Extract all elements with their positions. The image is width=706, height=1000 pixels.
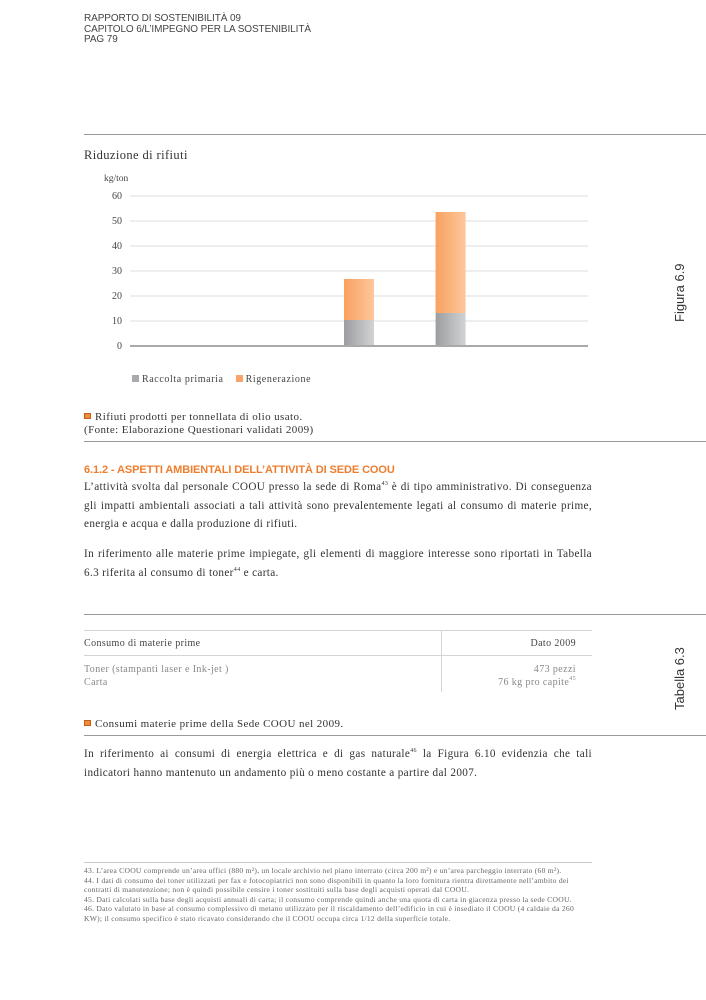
y-tick-label: 0	[117, 341, 122, 352]
report-title: RAPPORTO DI SOSTENIBILITÀ 09	[84, 13, 241, 24]
bar-raccolta-primaria	[436, 313, 466, 346]
footnote-44: 44. I dati di consumo dei toner utilizzati per fax e fotocopiatrici non sono disponibili in quanto la loro fornitura rientra direttamente nell’ambito dei contratti di manutenzione; non è quindi possibile censire i toner sostituiti sulla base degli acquisti operati dal COOU.	[84, 875, 569, 894]
legend-item-raccolta-primaria: Raccolta primaria	[132, 374, 224, 385]
divider	[84, 441, 706, 442]
bar-rigenerazione	[344, 279, 374, 320]
paragraph-1: L’attività svolta dal personale COOU presso la sede di Roma$^{43}$ è di tipo amministrativo. Di conseguenza gli impatti ambientali associati a tali attività sono prevalentemente legati al consumo di materie prime, energia e acqua e dalla produzione di rifiuti.	[84, 481, 592, 530]
orange-square-bullet-icon	[84, 720, 91, 726]
y-tick-label: 30	[112, 266, 122, 277]
figure-title: Riduzione di rifiuti	[84, 148, 188, 162]
table-label: Tabella 6.3	[672, 647, 687, 710]
y-tick-label: 60	[112, 191, 122, 202]
page-number: PAG 79	[84, 34, 118, 45]
stacked-bar-chart	[84, 180, 604, 355]
footnote-46: 46. Dato valutato in base al consumo complessivo di metano utilizzato per il riscaldamento dell’edificio in cui è insediato il COOU (4 caldaie da 260 KW); il consumo specifico è stato ricavato considerando che il COOU occupa circa 1/12 della superficie totale.	[84, 904, 575, 923]
y-tick-label: 20	[112, 291, 122, 302]
footnote-divider	[84, 862, 592, 863]
divider	[84, 735, 706, 736]
footnote-43: 43. L’area COOU comprende un’area uffici (880 m²), un locale archivio nel piano interrato (circa 200 m²) e un’area parcheggio interrato (60 m²).	[84, 866, 562, 875]
paragraph-3: In riferimento ai consumi di energia elettrica e di gas naturale$^{46}$ la Figura 6.10 evidenzia che tali indicatori hanno mantenuto un andamento più o meno costante a partire dal 2007.	[84, 748, 592, 779]
table-caption: Consumi materie prime della Sede COOU nel 2009.	[84, 718, 344, 731]
y-axis-label: kg/ton	[104, 174, 129, 184]
table-row-value: 76 kg pro capite$^{45}$	[498, 676, 576, 688]
table-row-value: 473 pezzi	[533, 664, 576, 675]
page-header	[84, 14, 311, 46]
figure-label: Figura 6.9	[672, 263, 687, 322]
orange-square-bullet-icon	[84, 413, 91, 419]
bar-rigenerazione	[436, 212, 466, 313]
figure-caption: Rifiuti prodotti per tonnellata di olio usato. (Fonte: Elaborazione Questionari validati 2009)	[84, 411, 314, 436]
divider	[84, 134, 706, 135]
table-header-value: Dato 2009	[530, 638, 576, 649]
bar-raccolta-primaria	[344, 320, 374, 346]
legend-item-rigenerazione: Rigenerazione	[236, 374, 312, 385]
y-tick-label: 40	[112, 241, 122, 252]
section-heading: 6.1.2 - ASPETTI AMBIENTALI DELL’ATTIVITÀ DI SEDE COOU	[84, 464, 395, 476]
legend-swatch-orange-icon	[236, 375, 243, 382]
chart-legend	[132, 374, 311, 385]
divider	[84, 614, 706, 615]
footnote-45: 45. Dati calcolati sulla base degli acquisti annuali di carta; il consumo comprende quindi anche una quota di carta in giacenza presso la sede COOU.	[84, 894, 572, 904]
footnotes	[84, 866, 592, 923]
y-tick-label: 50	[112, 216, 122, 227]
y-tick-label: 10	[112, 316, 122, 327]
table-row-label: Toner (stampanti laser e Ink-jet )	[84, 664, 229, 675]
table-row-label: Carta	[84, 677, 108, 688]
legend-swatch-gray-icon	[132, 375, 139, 382]
chapter-title: CAPITOLO 6/L’IMPEGNO PER LA SOSTENIBILITÀ	[84, 23, 311, 35]
table-header-item: Consumo di materie prime	[84, 638, 201, 649]
paragraph-2: In riferimento alle materie prime impiegate, gli elementi di maggiore interesse sono riportati in Tabella 6.3 riferita al consumo di toner$^{44}$ e carta.	[84, 548, 592, 579]
